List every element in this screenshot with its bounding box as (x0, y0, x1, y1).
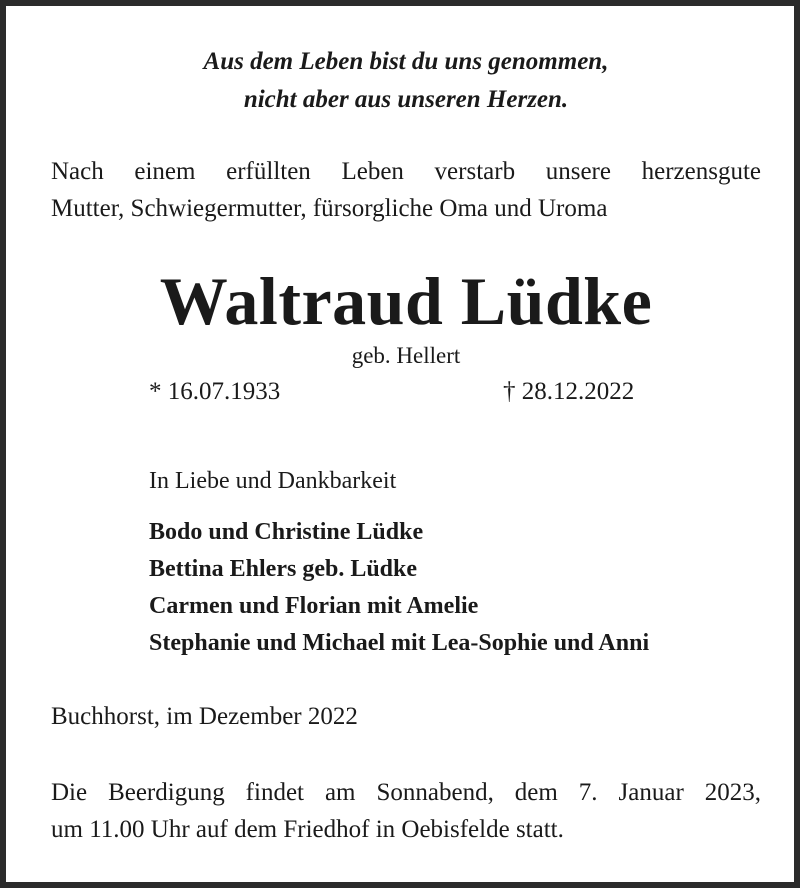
intro-line-1: Nach einem erfüllten Leben verstarb unsere herzensgute (51, 158, 761, 185)
motto-line-2: nicht aber aus unseren Herzen. (243, 86, 569, 113)
motto-line-1: Aus dem Leben bist du uns genommen, (203, 48, 609, 75)
birth-date: * 16.07.1933 (149, 378, 281, 405)
mourner-3: Carmen und Florian mit Amelie (149, 593, 479, 619)
deceased-name: Waltraud Lüdke (159, 263, 653, 339)
maiden-name: geb. Hellert (351, 343, 461, 368)
closing-phrase: In Liebe und Dankbarkeit (149, 468, 397, 494)
funeral-line-1: Die Beerdigung findet am Sonnabend, dem 7. Januar 2023, (51, 779, 761, 806)
mourner-4: Stephanie und Michael mit Lea-Sophie und Anni (149, 630, 650, 656)
mourner-1: Bodo und Christine Lüdke (149, 519, 424, 545)
place-date: Buchhorst, im Dezember 2022 (51, 703, 358, 730)
mourner-2: Bettina Ehlers geb. Lüdke (149, 556, 418, 582)
funeral-line-2: um 11.00 Uhr auf dem Friedhof in Oebisfelde statt. (51, 816, 564, 843)
death-date: † 28.12.2022 (503, 378, 635, 405)
intro-line-2: Mutter, Schwiegermutter, fürsorgliche Oma und Uroma (51, 195, 608, 222)
